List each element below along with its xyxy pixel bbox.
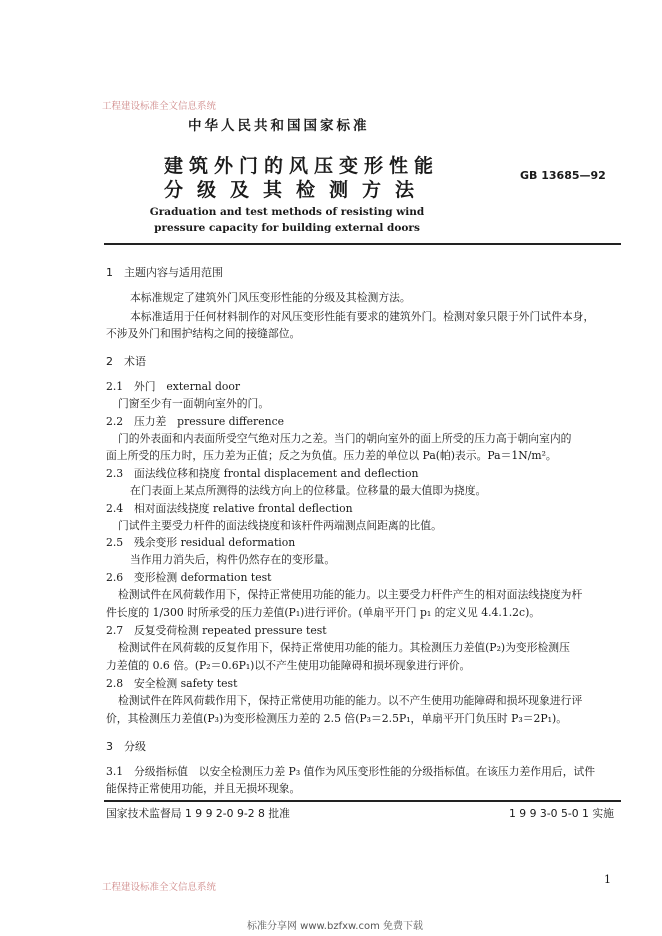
- header-rule: [104, 243, 621, 245]
- section-1-paragraph-2b: 不涉及外门和围护结构之间的接缝部位。: [106, 327, 301, 340]
- section-1-heading: 1 主题内容与适用范围: [106, 266, 223, 279]
- term-2-3-heading: 2.3 面法线位移和挠度 frontal displacement and deflection: [106, 467, 419, 480]
- english-title-line-1: Graduation and test methods of resisting wind: [149, 206, 425, 218]
- term-2-5-heading: 2.5 残余变形 residual deformation: [106, 536, 296, 549]
- title-line-2: 分级及其检测方法: [164, 179, 429, 201]
- section-1-paragraph-1: 本标准规定了建筑外门风压变形性能的分级及其检测方法。: [130, 291, 411, 304]
- term-2-8-body-b: 价，其检测压力差值(P₃)为变形检测压力差的 2.5 倍(P₃＝2.5P₁，单扇平开门负压时 P₃＝2P₁)。: [106, 712, 568, 725]
- term-2-2-body-a: 门的外表面和内表面所受空气绝对压力之差。当门的朝向室外的面上所受的压力高于朝向室内的: [118, 432, 572, 445]
- term-2-6-body-b: 件长度的 1/300 时所承受的压力差值(P₁)进行评价。(单扇平开门 p₁ 的定义见 4.4.1.2c)。: [106, 606, 541, 619]
- term-2-1-heading: 2.1 外门 external door: [106, 380, 241, 393]
- term-2-5-body: 当作用力消失后，构件仍然存在的变形量。: [130, 553, 336, 566]
- standard-number: GB 13685—92: [520, 169, 606, 182]
- english-title-line-2: pressure capacity for building external doors: [154, 222, 420, 234]
- watermark-top: 工程建设标准全文信息系统: [102, 101, 217, 112]
- section-2-heading: 2 术语: [106, 355, 146, 368]
- term-2-6-body-a: 检测试件在风荷载作用下，保持正常使用功能的能力。以主要受力杆件产生的相对面法线挠度为杆: [118, 588, 583, 601]
- term-2-2-body-b: 面上所受的压力时，压力差为正值；反之为负值。压力差的单位以 Pa(帕)表示。Pa＝1N/m²。: [106, 449, 557, 462]
- title-line-1: 建筑外门的风压变形性能: [164, 155, 440, 177]
- term-2-8-heading: 2.8 安全检测 safety test: [106, 677, 238, 690]
- term-2-7-body-a: 检测试件在风荷载的反复作用下，保持正常使用功能的能力。其检测压力差值(P₂)为变形检测压: [118, 641, 570, 654]
- section-1-paragraph-2a: 本标准适用于任何材料制作的对风压变形性能有要求的建筑外门。检测对象只限于外门试件本身，: [130, 310, 595, 323]
- term-2-1-body: 门窗至少有一面朝向室外的门。: [118, 397, 270, 410]
- download-footer: 标准分享网 www.bzfxw.com 免费下载: [247, 921, 423, 932]
- footer-rule: [104, 800, 621, 802]
- term-2-3-body: 在门表面上某点所测得的法线方向上的位移量。位移量的最大值即为挠度。: [130, 484, 487, 497]
- clause-3-1-b: 能保持正常使用功能，并且无损坏现象。: [106, 782, 301, 795]
- term-2-7-heading: 2.7 反复受荷检测 repeated pressure test: [106, 624, 327, 637]
- term-2-4-heading: 2.4 相对面法线挠度 relative frontal deflection: [106, 502, 353, 515]
- clause-3-1-a: 3.1 分级指标值 以安全检测压力差 P₃ 值作为风压变形性能的分级指标值。在该压力差作用后，试件: [106, 765, 596, 778]
- term-2-7-body-b: 力差值的 0.6 倍。(P₂＝0.6P₁)以不产生使用功能障碍和损坏现象进行评价。: [106, 659, 471, 672]
- implementation-date: 1 9 9 3-0 5-0 1 实施: [509, 807, 614, 820]
- term-2-8-body-a: 检测试件在阵风荷载作用下，保持正常使用功能的能力。以不产生使用功能障碍和损坏现象进行评: [118, 694, 583, 707]
- term-2-2-heading: 2.2 压力差 pressure difference: [106, 415, 285, 428]
- term-2-6-heading: 2.6 变形检测 deformation test: [106, 571, 272, 584]
- approval-date: 国家技术监督局 1 9 9 2-0 9-2 8 批准: [106, 807, 290, 820]
- watermark-bottom: 工程建设标准全文信息系统: [102, 882, 217, 893]
- section-3-heading: 3 分级: [106, 740, 146, 753]
- term-2-4-body: 门试件主要受力杆件的面法线挠度和该杆件两端测点间距离的比值。: [118, 519, 442, 532]
- page-number: 1: [604, 873, 611, 886]
- document-header: 中华人民共和国国家标准: [188, 118, 370, 134]
